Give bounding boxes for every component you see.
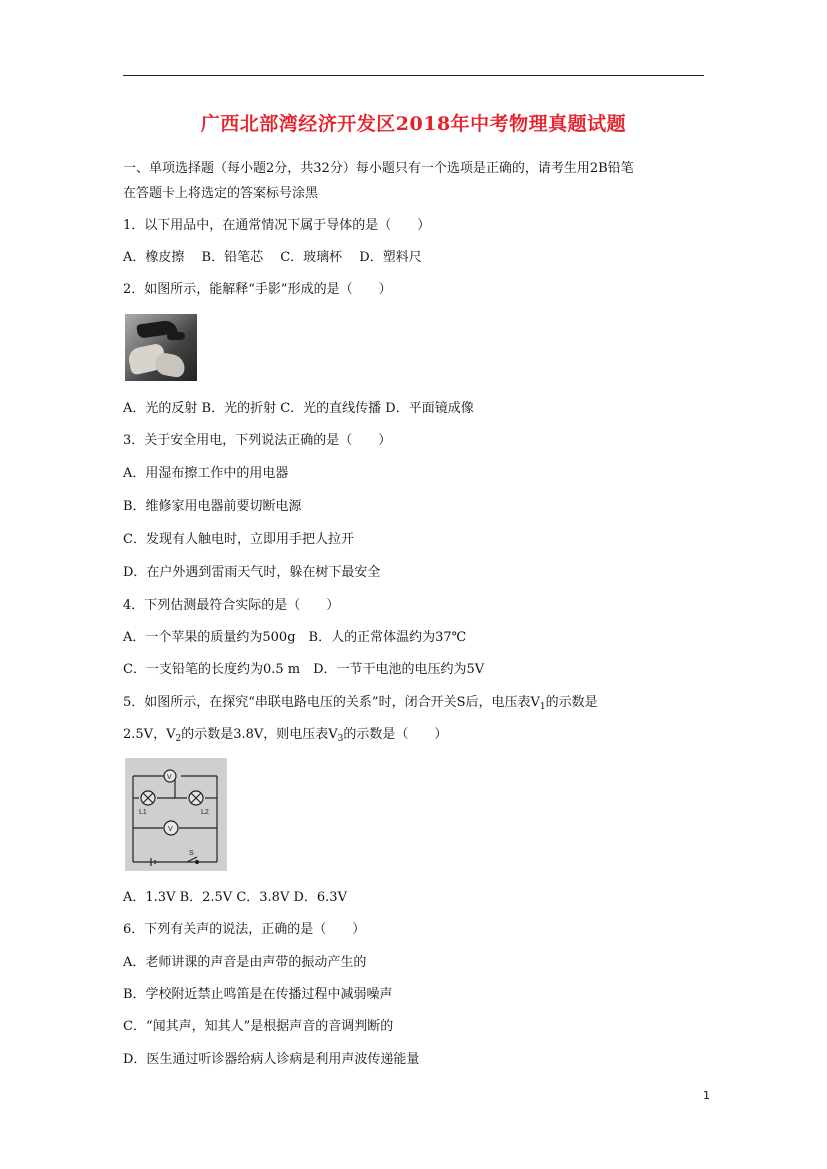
page-title: 广西北部湾经济开发区2018年中考物理真题试题 (200, 113, 627, 135)
q6-option-d: D．医生通过听诊器给病人诊病是利用声波传递能量 (123, 1052, 420, 1067)
circuit-diagram (125, 758, 227, 871)
v3-label: V (168, 826, 173, 833)
q1-stem: 1．以下用品中，在通常情况下属于导体的是（ ） (123, 218, 431, 233)
q6-stem: 6．下列有关声的说法，正确的是（ ） (123, 922, 366, 937)
q1-options: A．橡皮擦 B．铅笔芯 C．玻璃杯 D．塑料尺 (123, 250, 422, 265)
q4-options-cd: C．一支铅笔的长度约为0.5 m D．一节干电池的电压约为5V (123, 662, 485, 677)
v1-label: V (167, 774, 172, 781)
section-instructions-line1: 一、单项选择题（每小题2分，共32分）每小题只有一个选项是正确的，请考生用2B铅笔 (123, 161, 634, 176)
l1-label: L1 (139, 809, 147, 816)
hand-shadow-photo (125, 314, 197, 381)
q3-stem: 3．关于安全用电，下列说法正确的是（ ） (123, 433, 392, 448)
q3-option-b: B．维修家用电器前要切断电源 (123, 499, 302, 514)
section-instructions-line2: 在答题卡上将选定的答案标号涂黑 (123, 186, 319, 201)
q5-stem-line1: 5．如图所示，在探究“串联电路电压的关系”时，闭合开关S后，电压表$V_1$的示数是 (123, 695, 598, 712)
q5-options: A．1.3V B．2.5V C．3.8V D．6.3V (123, 890, 347, 905)
q4-options-ab: A．一个苹果的质量约为500g B．人的正常体温约为37℃ (123, 630, 467, 645)
q6-option-b: B．学校附近禁止鸣笛是在传播过程中减弱噪声 (123, 987, 393, 1002)
page-number: 1 (703, 1089, 710, 1102)
q3-option-d: D．在户外遇到雷雨天气时，躲在树下最安全 (123, 565, 381, 580)
q3-option-c: C．发现有人触电时，立即用手把人拉开 (123, 532, 354, 547)
q6-option-a: A．老师讲课的声音是由声带的振动产生的 (123, 955, 367, 970)
q6-option-c: C．“闻其声，知其人”是根据声音的音调判断的 (123, 1019, 394, 1034)
q2-options: A．光的反射 B．光的折射 C．光的直线传播 D．平面镜成像 (123, 401, 474, 416)
q5-stem-line2: 2.5V，$V_2$的示数是3.8V，则电压表$V_3$的示数是（ ） (123, 727, 448, 744)
header-rule (123, 75, 704, 76)
q2-stem: 2．如图所示，能解释“手影”形成的是（ ） (123, 282, 392, 297)
switch-label: S (189, 850, 194, 857)
q3-option-a: A．用湿布擦工作中的用电器 (123, 466, 289, 481)
q4-stem: 4．下列估测最符合实际的是（ ） (123, 598, 340, 613)
l2-label: L2 (201, 809, 209, 816)
